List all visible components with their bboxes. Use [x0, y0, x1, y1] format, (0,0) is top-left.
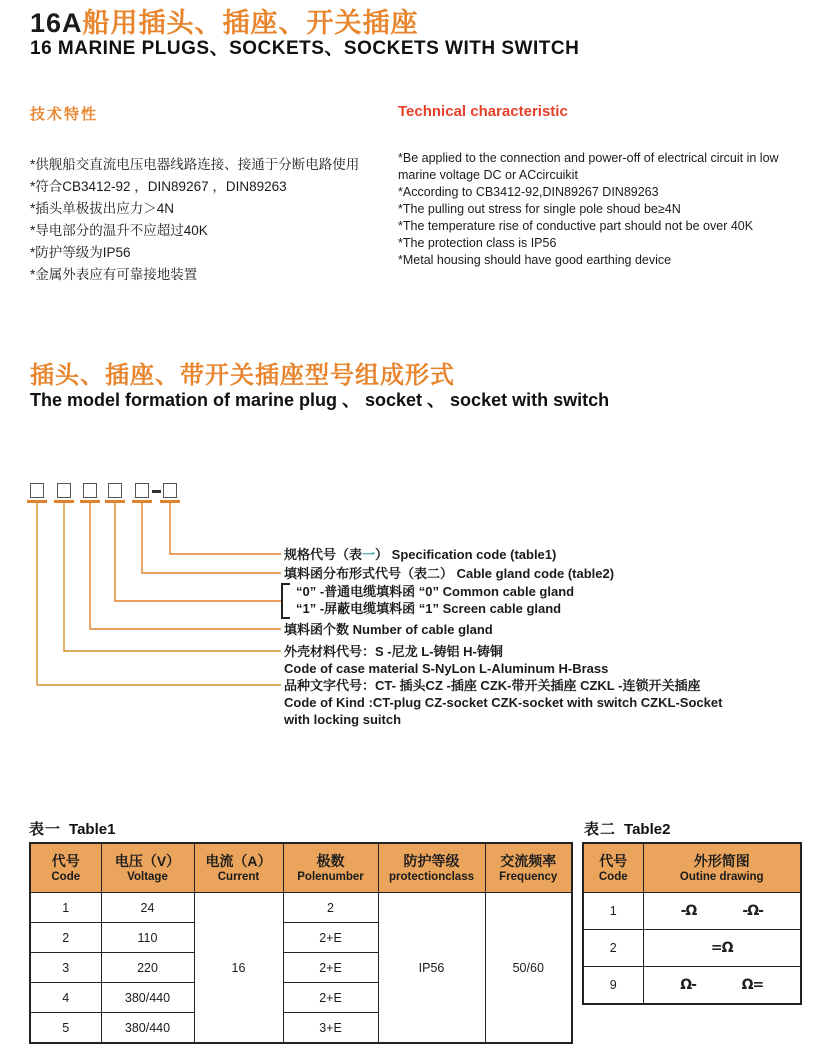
tech-item: *According to CB3412-92,DIN89267 DIN89263 — [398, 185, 659, 199]
table-row — [583, 893, 801, 930]
diagram-label-specification-code — [284, 546, 556, 563]
cell-code: 9 — [583, 967, 643, 1005]
code-box — [30, 483, 44, 498]
code-box-underline — [80, 500, 100, 503]
tech-header-en: Technical characteristic — [398, 103, 568, 120]
cell-pole: 3+E — [283, 1013, 378, 1044]
gland-drawing-icon: -Ω- — [742, 903, 763, 919]
cell-pole: 2 — [283, 893, 378, 923]
label-text: Code of Kind :CT-plug CZ-socket CZK-socket with switch CZKL-Socket — [284, 695, 723, 710]
gland-drawing-icon: Ω= — [741, 977, 764, 993]
code-box — [108, 483, 122, 498]
label-text: 外壳材料代号：S -尼龙 L-铸铝 H-铸铜 — [284, 644, 503, 659]
cell-protection: IP56 — [378, 893, 485, 1044]
cell-voltage: 110 — [101, 923, 194, 953]
model-heading-en: The model formation of marine plug 、 socket 、 socket with switch — [30, 390, 610, 410]
tech-item: *Be applied to the connection and power-off of electrical circuit in low marine voltage DC or ACcircuikit — [398, 151, 779, 182]
header-en: Current — [217, 870, 260, 883]
diagram-label-kind-code — [284, 677, 722, 728]
cell-drawing — [643, 930, 801, 967]
gland-drawings — [644, 940, 801, 956]
gland-drawing-icon: -Ω — [680, 903, 697, 919]
column-header-outline-drawing — [643, 843, 801, 893]
column-header-code — [583, 843, 643, 893]
diagram-label-gland-number: 填料函个数 Number of cable gland — [284, 622, 493, 637]
code-box-underline — [132, 500, 152, 503]
tech-list-en — [398, 150, 818, 269]
code-separator-dash — [152, 490, 161, 493]
table2-title-cn: 表二 — [584, 821, 617, 838]
model-heading-cn: 插头、插座、带开关插座型号组成形式 — [30, 362, 455, 389]
tech-item: *供舰船交直流电压电器线路连接、接通于分断电路使用 — [30, 157, 360, 172]
label-text: 规格代号（表 — [284, 547, 363, 562]
page-title-cn: 船用插头、插座、开关插座 — [82, 8, 419, 38]
model-section-heading — [30, 362, 609, 411]
cell-pole: 2+E — [283, 983, 378, 1013]
label-text: “1” -屏蔽电缆填料函 “1” Screen cable gland — [296, 601, 562, 616]
page-title-prefix: 16A — [30, 8, 83, 38]
cell-code: 2 — [30, 923, 101, 953]
cell-voltage: 24 — [101, 893, 194, 923]
label-text: with locking suitch — [284, 712, 402, 727]
cell-pole: 2+E — [283, 923, 378, 953]
tech-item: *金属外表应有可靠接地装置 — [30, 267, 198, 282]
gland-drawings — [644, 903, 801, 919]
model-code-diagram — [0, 470, 830, 750]
header-cn: 电压（V） — [114, 852, 181, 869]
tech-list-cn — [30, 154, 392, 286]
gland-type-lines — [296, 583, 574, 619]
header-cn: 交流频率 — [500, 852, 557, 869]
tech-section-en — [398, 103, 818, 269]
gland-drawings — [644, 977, 801, 993]
header-cn: 代号 — [599, 852, 628, 869]
diagram-label-gland-type — [281, 583, 574, 619]
table2-title — [584, 818, 670, 839]
header-cn: 代号 — [51, 852, 80, 869]
header-en: Polenumber — [297, 870, 364, 883]
code-box — [57, 483, 71, 498]
label-text: ） Specification code (table1) — [375, 547, 557, 562]
table-row — [583, 967, 801, 1005]
label-highlight: 一 — [362, 547, 376, 562]
label-text: “0” -普通电缆填料函 “0” Common cable gland — [296, 584, 575, 599]
code-box-underline — [54, 500, 74, 503]
header-en: protectionclass — [389, 870, 474, 883]
code-box-underline — [160, 500, 180, 503]
header-en: Code — [51, 870, 81, 883]
tech-item: *The protection class is IP56 — [398, 236, 557, 250]
cell-code: 4 — [30, 983, 101, 1013]
table1-specification — [29, 842, 573, 1044]
cell-voltage: 380/440 — [101, 983, 194, 1013]
label-text: Code of case material S-NyLon L-Aluminum H-Brass — [284, 661, 609, 676]
table1-title — [29, 818, 115, 839]
cell-current: 16 — [194, 893, 283, 1044]
table1-title-en: Table1 — [69, 821, 116, 838]
table2-title-en: Table2 — [624, 821, 671, 838]
bracket-icon — [281, 583, 290, 619]
column-header-code — [30, 843, 101, 893]
cell-code: 1 — [30, 893, 101, 923]
table-row — [30, 893, 572, 923]
header-cn: 极数 — [316, 852, 345, 869]
gland-drawing-icon: Ω- — [680, 977, 696, 993]
cell-code: 5 — [30, 1013, 101, 1044]
code-box — [83, 483, 97, 498]
header-en: Frequency — [499, 870, 558, 883]
cell-code: 3 — [30, 953, 101, 983]
cell-frequency: 50/60 — [485, 893, 572, 1044]
table1-title-cn: 表一 — [29, 821, 62, 838]
cell-code: 2 — [583, 930, 643, 967]
cell-voltage: 380/440 — [101, 1013, 194, 1044]
diagram-label-case-material — [284, 643, 608, 677]
page-title — [30, 8, 579, 38]
cell-drawing — [643, 967, 801, 1005]
tech-item: *防护等级为IP56 — [30, 245, 131, 260]
tech-section-cn — [30, 103, 392, 286]
header-cn: 外形简图 — [693, 852, 750, 869]
code-box-underline — [27, 500, 47, 503]
tech-item: *导电部分的温升不应超过40K — [30, 223, 208, 238]
tech-item: *插头单极拔出应力＞4N — [30, 201, 175, 216]
tech-item: *The temperature rise of conductive part should not be over 40K — [398, 219, 754, 233]
label-text: 品种文字代号：CT- 插头CZ -插座 CZK-带开关插座 CZKL -连锁开关插座 — [284, 678, 701, 693]
column-header-protection — [378, 843, 485, 893]
header-cn: 电流（A） — [205, 852, 272, 869]
cell-code: 1 — [583, 893, 643, 930]
tech-header-cn: 技术特性 — [30, 106, 99, 123]
column-header-polenumber — [283, 843, 378, 893]
gland-drawing-icon: =Ω — [710, 940, 733, 956]
tech-item: *The pulling out stress for single pole shoud be≥4N — [398, 202, 681, 216]
title-block — [30, 8, 579, 60]
tech-item: *Metal housing should have good earthing device — [398, 253, 672, 267]
column-header-voltage — [101, 843, 194, 893]
code-box — [135, 483, 149, 498]
column-header-current — [194, 843, 283, 893]
diagram-label-cable-gland-code: 填料函分布形式代号（表二） Cable gland code (table2) — [284, 566, 615, 581]
code-box — [163, 483, 177, 498]
cell-pole: 2+E — [283, 953, 378, 983]
code-box-underline — [105, 500, 125, 503]
cell-voltage: 220 — [101, 953, 194, 983]
header-cn: 防护等级 — [403, 852, 460, 869]
tech-item: *符合CB3412-92 ，DIN89267 ，DIN89263 — [30, 179, 287, 194]
table2-outline-drawing — [582, 842, 802, 1005]
cell-drawing — [643, 893, 801, 930]
page-title-en: 16 MARINE PLUGS、SOCKETS、SOCKETS WITH SWITCH — [30, 38, 580, 59]
header-en: Outine drawing — [679, 870, 764, 883]
header-en: Voltage — [127, 870, 168, 883]
table-row — [583, 930, 801, 967]
column-header-frequency — [485, 843, 572, 893]
header-en: Code — [598, 870, 628, 883]
